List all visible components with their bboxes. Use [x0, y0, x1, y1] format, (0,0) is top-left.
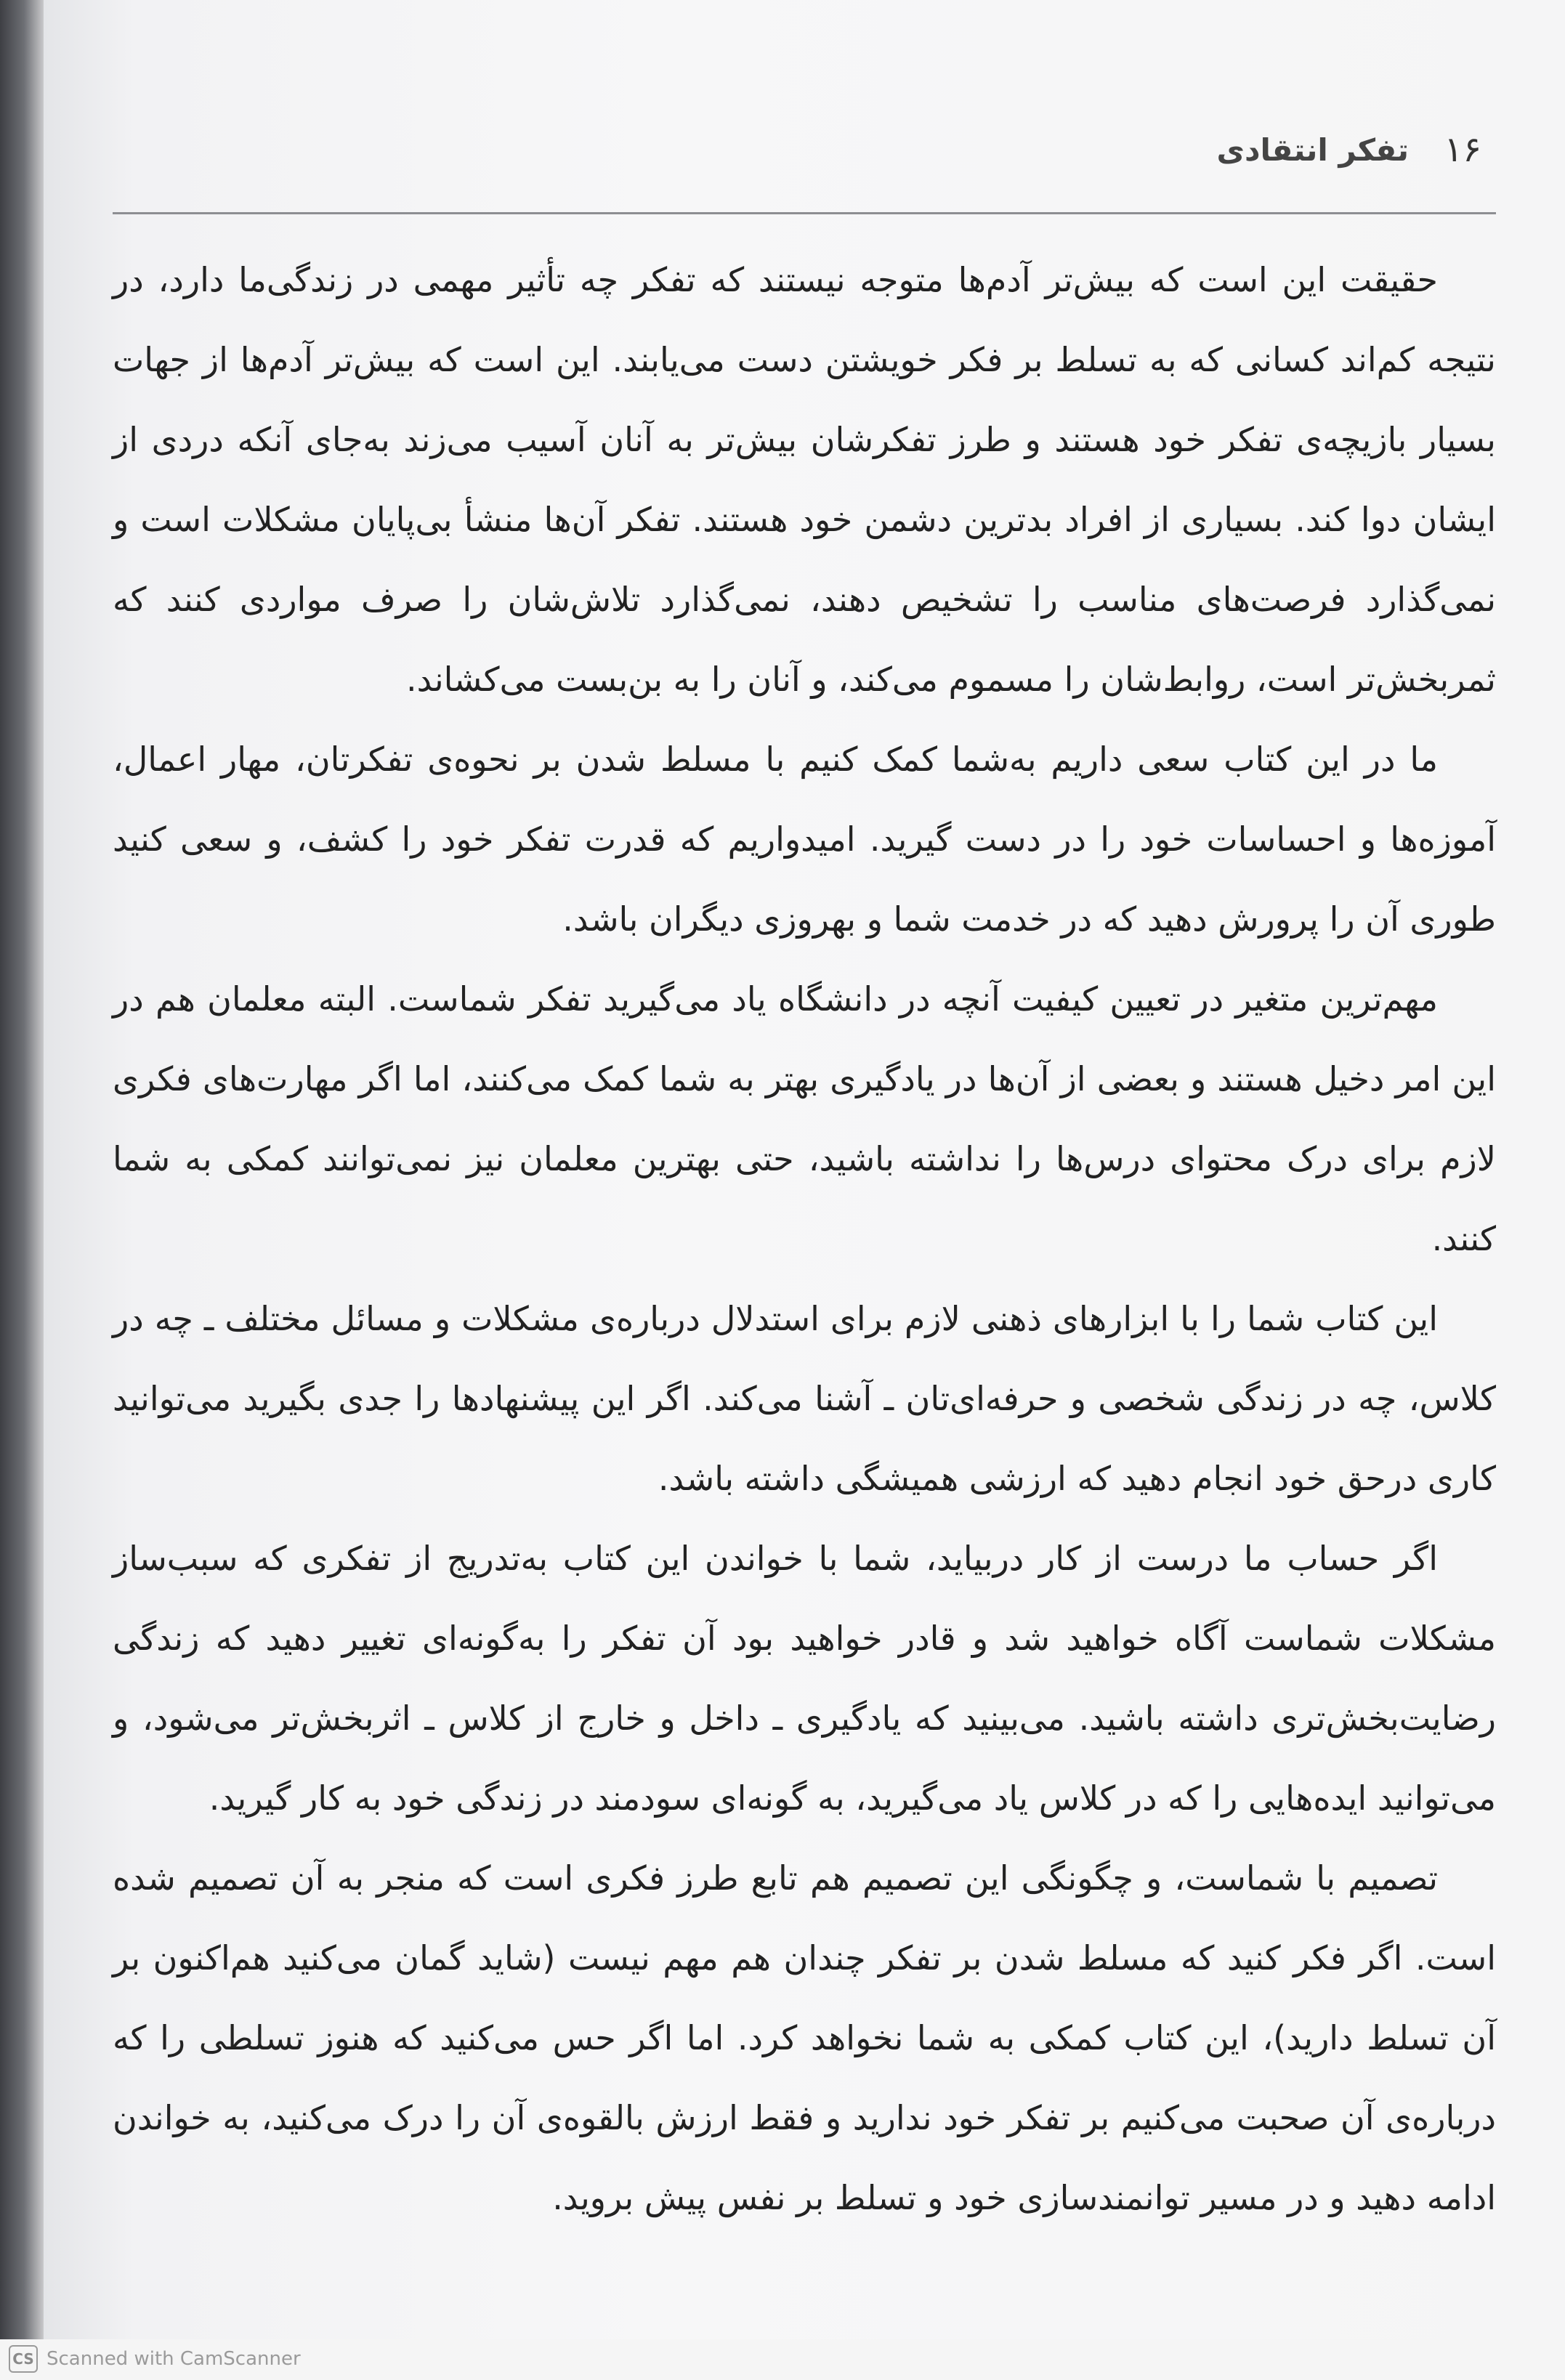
paragraph: تصمیم با شماست، و چگونگی این تصمیم هم تابع طرز فکری است که منجر به آن تصمیم شده است. اگر فکر کنید که مسلط شدن بر تفکر چندان هم مهم نیست (شاید گمان می‌کنید هم‌اکنون بر آن تسلط دارید)، این کتاب کمکی به شما نخواهد کرد. اما اگر حس می‌کنید که هنوز تسلطی را که درباره‌ی آن صحبت می‌کنیم بر تفکر خود ندارید و فقط ارزش بالقوه‌ی آن را درک می‌کنید، به خواندن ادامه دهید و در مسیر توانمندسازی خود و تسلط بر نفس پیش بروید.: [113, 1858, 1496, 2217]
scanner-footer: [0, 2339, 1565, 2380]
paragraph: این کتاب شما را با ابزارهای ذهنی لازم برای استدلال درباره‌ی مشکلات و مسائل مختلف ـ چه در کلاس، چه در زندگی شخصی و حرفه‌ای‌تان ـ آشنا می‌کند. اگر این پیشنهادها را جدی بگیرید می‌توانید کاری درحق خود انجام دهید که ارزشی همیشگی داشته باشد.: [113, 1299, 1496, 1498]
page-header: [44, 124, 1565, 182]
scanner-watermark: Scanned with CamScanner: [46, 2348, 301, 2370]
book-binding-shadow: [0, 0, 44, 2380]
paragraph: ما در این کتاب سعی داریم به‌شما کمک کنیم با مسلط شدن بر نحوه‌ی تفکرتان، مهار اعمال، آموزه‌ها و احساسات خود را در دست گیرید. امیدواریم که قدرت تفکر خود را کشف، و سعی کنید طوری آن را پرورش دهید که در خدمت شما و بهروزی دیگران باشد.: [113, 740, 1496, 939]
header-rule: [113, 212, 1496, 214]
running-title: تفکر انتقادی: [1216, 132, 1409, 168]
paragraph: حقیقت این است که بیش‌تر آدم‌ها متوجه نیستند که تفکر چه تأثیر مهمی در زندگی‌ما دارد، در نتیجه کم‌اند کسانی که به تسلط بر فکر خویشتن دست می‌یابند. این است که بیش‌تر آدم‌ها از جهات بسیار بازیچه‌ی تفکر خود هستند و طرز تفکرشان بیش‌تر به آنان آسیب می‌زند به‌جای آنکه دردی از ایشان دوا کند. بسیاری از افراد بدترین دشمن خود هستند. تفکر آن‌ها منشأ بی‌پایان مشکلات است و نمی‌گذارد فرصت‌های مناسب را تشخیص دهند، نمی‌گذارد تلاش‌شان را صرف مواردی کنند که ثمربخش‌تر است، روابط‌شان را مسموم می‌کند، و آنان را به بن‌بست می‌کشاند.: [113, 260, 1496, 699]
camscanner-logo-icon: CS: [9, 2345, 38, 2373]
paragraph: اگر حساب ما درست از کار دربیاید، شما با خواندن این کتاب به‌تدریج از تفکری که سبب‌ساز مشکلات شماست آگاه خواهید شد و قادر خواهید بود آن تفکر را به‌گونه‌ای تغییر دهید که زندگی رضایت‌بخش‌تری داشته باشید. می‌بینید که یادگیری ـ داخل و خارج از کلاس ـ اثربخش‌تر می‌شود، و می‌توانید ایده‌هایی را که در کلاس یاد می‌گیرید، به گونه‌ای سودمند در زندگی خود به کار گیرید.: [113, 1539, 1496, 1818]
paragraph: مهم‌ترین متغیر در تعیین کیفیت آنچه در دانشگاه یاد می‌گیرید تفکر شماست. البته معلمان هم در این امر دخیل هستند و بعضی از آن‌ها در یادگیری بهتر به شما کمک می‌کنند، اما اگر مهارت‌های فکری لازم برای درک محتوای درس‌ها را نداشته باشید، حتی بهترین معلمان نیز نمی‌توانند کمکی به شما کنند.: [113, 979, 1496, 1258]
book-page: [44, 0, 1565, 2339]
page-number: ۱۶: [1444, 129, 1481, 170]
body-text: [113, 240, 1496, 2238]
